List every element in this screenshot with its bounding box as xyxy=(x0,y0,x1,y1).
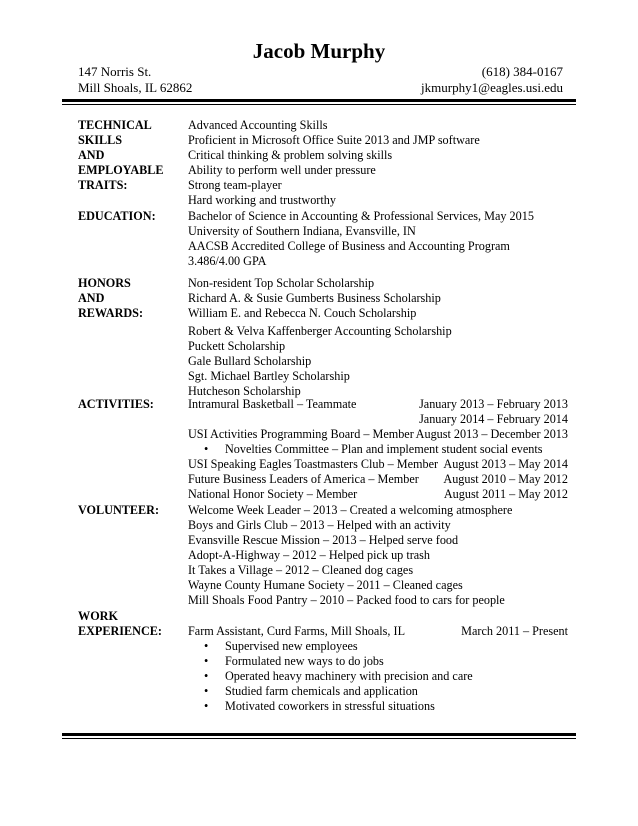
list-item: Gale Bullard Scholarship xyxy=(188,354,312,368)
list-item: Evansville Rescue Mission – 2013 – Helped serve food xyxy=(188,533,459,547)
header-rule-thick xyxy=(62,99,576,102)
address-line-2: Mill Shoals, IL 62862 xyxy=(78,80,193,95)
volunteer-list xyxy=(188,503,568,608)
honors-list xyxy=(188,276,568,399)
skills-label: TECHNICAL SKILLS AND EMPLOYABLE TRAITS: xyxy=(78,118,164,192)
job-line xyxy=(188,624,568,639)
activity-date: August 2013 – May 2014 xyxy=(443,457,568,471)
email-address: jkmurphy1@eagles.usi.edu xyxy=(421,80,563,95)
list-item: Robert & Velva Kaffenberger Accounting Scholarship xyxy=(188,324,452,338)
list-item: AACSB Accredited College of Business and Accounting Program xyxy=(188,239,510,253)
list-item: Bachelor of Science in Accounting & Professional Services, May 2015 xyxy=(188,209,534,223)
job-bullet: • Studied farm chemicals and application xyxy=(188,684,568,699)
activity-name: USI Activities Programming Board – Member xyxy=(188,427,414,441)
header-rule-thin xyxy=(62,104,576,105)
list-item: William E. and Rebecca N. Couch Scholarship xyxy=(188,306,417,320)
activity-bullet: • Novelties Committee – Plan and implement student social events xyxy=(188,442,568,457)
activity-date: August 2011 – May 2012 xyxy=(443,487,568,501)
address-line-1: 147 Norris St. xyxy=(78,64,152,79)
job-title: Farm Assistant, Curd Farms, Mill Shoals, IL xyxy=(188,624,406,638)
activity-name: USI Speaking Eagles Toastmasters Club – Member xyxy=(188,457,439,471)
activity-date: January 2014 – February 2014 xyxy=(419,412,568,426)
list-item: Hutcheson Scholarship xyxy=(188,384,301,398)
list-item: Wayne County Humane Society – 2011 – Cleaned cages xyxy=(188,578,463,592)
activity-name: Intramural Basketball – Teammate xyxy=(188,397,357,411)
activity-name: National Honor Society – Member xyxy=(188,487,358,501)
list-item: Strong team-player xyxy=(188,178,282,192)
list-item xyxy=(188,487,568,502)
job-bullet: • Supervised new employees xyxy=(188,639,568,654)
resume-name: Jacob Murphy xyxy=(252,39,386,63)
phone-number: (618) 384-0167 xyxy=(481,64,563,79)
job-date: March 2011 – Present xyxy=(461,624,568,638)
list-item: Puckett Scholarship xyxy=(188,339,286,353)
list-item: Sgt. Michael Bartley Scholarship xyxy=(188,369,350,383)
activity-date: January 2013 – February 2013 xyxy=(419,397,568,411)
list-item: Boys and Girls Club – 2013 – Helped with an activity xyxy=(188,518,451,532)
list-item xyxy=(188,472,568,487)
job-bullet: • Formulated new ways to do jobs xyxy=(188,654,568,669)
list-item: Proficient in Microsoft Office Suite 2013 and JMP software xyxy=(188,133,480,147)
activities-list xyxy=(188,397,568,502)
skills-list xyxy=(188,118,568,208)
work-label: WORK EXPERIENCE: xyxy=(78,609,162,638)
list-item: Advanced Accounting Skills xyxy=(188,118,328,132)
footer-rule-thick xyxy=(62,733,576,736)
list-item xyxy=(188,427,568,442)
list-item: Mill Shoals Food Pantry – 2010 – Packed food to cars for people xyxy=(188,593,505,607)
list-item: Critical thinking & problem solving skills xyxy=(188,148,393,162)
list-item: Richard A. & Susie Gumberts Business Scholarship xyxy=(188,291,441,305)
volunteer-label: VOLUNTEER: xyxy=(78,503,160,517)
list-item: Welcome Week Leader – 2013 – Created a welcoming atmosphere xyxy=(188,503,513,517)
list-item xyxy=(188,412,568,427)
work-list xyxy=(188,624,568,714)
footer-rule-thin xyxy=(62,738,576,739)
list-item: Non-resident Top Scholar Scholarship xyxy=(188,276,375,290)
education-list xyxy=(188,209,568,269)
list-item: Adopt-A-Highway – 2012 – Helped pick up trash xyxy=(188,548,431,562)
list-item xyxy=(188,457,568,472)
list-item: 3.486/4.00 GPA xyxy=(188,254,267,268)
job-bullet: • Motivated coworkers in stressful situations xyxy=(188,699,568,714)
list-item: Ability to perform well under pressure xyxy=(188,163,376,177)
activities-label: ACTIVITIES: xyxy=(78,397,154,411)
activity-name: Future Business Leaders of America – Member xyxy=(188,472,419,486)
honors-label: HONORS AND REWARDS: xyxy=(78,276,144,320)
activity-date: August 2013 – December 2013 xyxy=(415,427,568,441)
activity-date: August 2010 – May 2012 xyxy=(443,472,568,486)
list-item: University of Southern Indiana, Evansville, IN xyxy=(188,224,416,238)
job-bullet: • Operated heavy machinery with precision and care xyxy=(188,669,568,684)
education-label: EDUCATION: xyxy=(78,209,156,223)
list-item: It Takes a Village – 2012 – Cleaned dog cages xyxy=(188,563,414,577)
list-item xyxy=(188,397,568,412)
list-item: Hard working and trustworthy xyxy=(188,193,336,207)
